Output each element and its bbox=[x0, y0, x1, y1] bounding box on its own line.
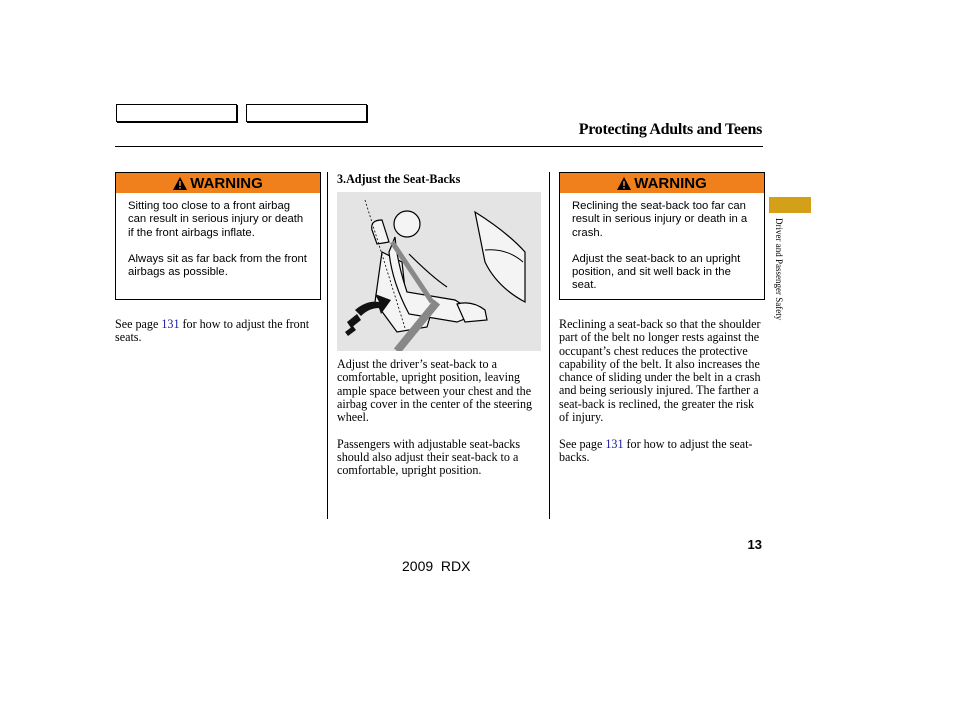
section-subheading: 3.Adjust the Seat-Backs bbox=[337, 172, 461, 186]
warning-box-airbag bbox=[115, 172, 321, 300]
warning-heading: WARNING bbox=[634, 174, 707, 192]
page-title: Protecting Adults and Teens bbox=[578, 121, 762, 138]
warning-text: Adjust the seat-back to an upright position, and sit well back in the seat. bbox=[572, 252, 741, 292]
warning-text: Sitting too close to a front airbag can result in serious injury or death if the front airbags inflate. bbox=[128, 200, 304, 239]
warning-triangle-icon bbox=[173, 177, 187, 190]
middle-body bbox=[337, 358, 541, 491]
section-tab-label: Driver and Passenger Safety bbox=[774, 218, 784, 321]
warning-heading: WARNING bbox=[190, 174, 263, 192]
warning-text: Reclining the seat-back too far can result in serious injury or death in a crash. bbox=[572, 200, 748, 239]
left-reference: See page 131 for how to adjust the front seats. bbox=[115, 317, 310, 345]
warning-text: Always sit as far back from the front airbags as possible. bbox=[128, 252, 307, 279]
nav-button-previous[interactable] bbox=[116, 104, 237, 122]
body-paragraph: Reclining a seat-back so that the shoulder part of the belt no longer rests against the occupant’s chest reduces the protective capability of the belt. It also increases the chance of sliding under the belt in a crash and being seriously injured. The farther a seat-back is reclined, the greater the risk of injury. bbox=[559, 317, 761, 425]
page-link[interactable]: 131 bbox=[605, 436, 624, 451]
column-divider bbox=[327, 172, 328, 519]
page-number: 13 bbox=[747, 537, 762, 552]
page-link[interactable]: 131 bbox=[161, 317, 180, 331]
column-divider bbox=[549, 172, 550, 519]
right-reference: See page 131 for how to adjust the seat-backs. bbox=[559, 436, 753, 464]
body-paragraph: Adjust the driver’s seat-back to a comfortable, upright position, leaving ample space between your chest and the airbag cover in the center of the steering wheel. bbox=[337, 357, 533, 425]
title-divider bbox=[115, 146, 763, 147]
warning-box-recline bbox=[559, 172, 765, 300]
warning-header bbox=[560, 173, 764, 193]
nav-button-next[interactable] bbox=[246, 104, 367, 122]
model-label: 2009 RDX bbox=[402, 558, 471, 574]
warning-triangle-icon bbox=[617, 177, 631, 190]
right-body bbox=[559, 318, 763, 478]
seat-back-illustration bbox=[337, 192, 541, 351]
body-paragraph: Passengers with adjustable seat-backs should also adjust their seat-back to a comfortable, upright position. bbox=[337, 436, 521, 478]
section-tab[interactable] bbox=[769, 197, 811, 213]
warning-header bbox=[116, 173, 320, 193]
